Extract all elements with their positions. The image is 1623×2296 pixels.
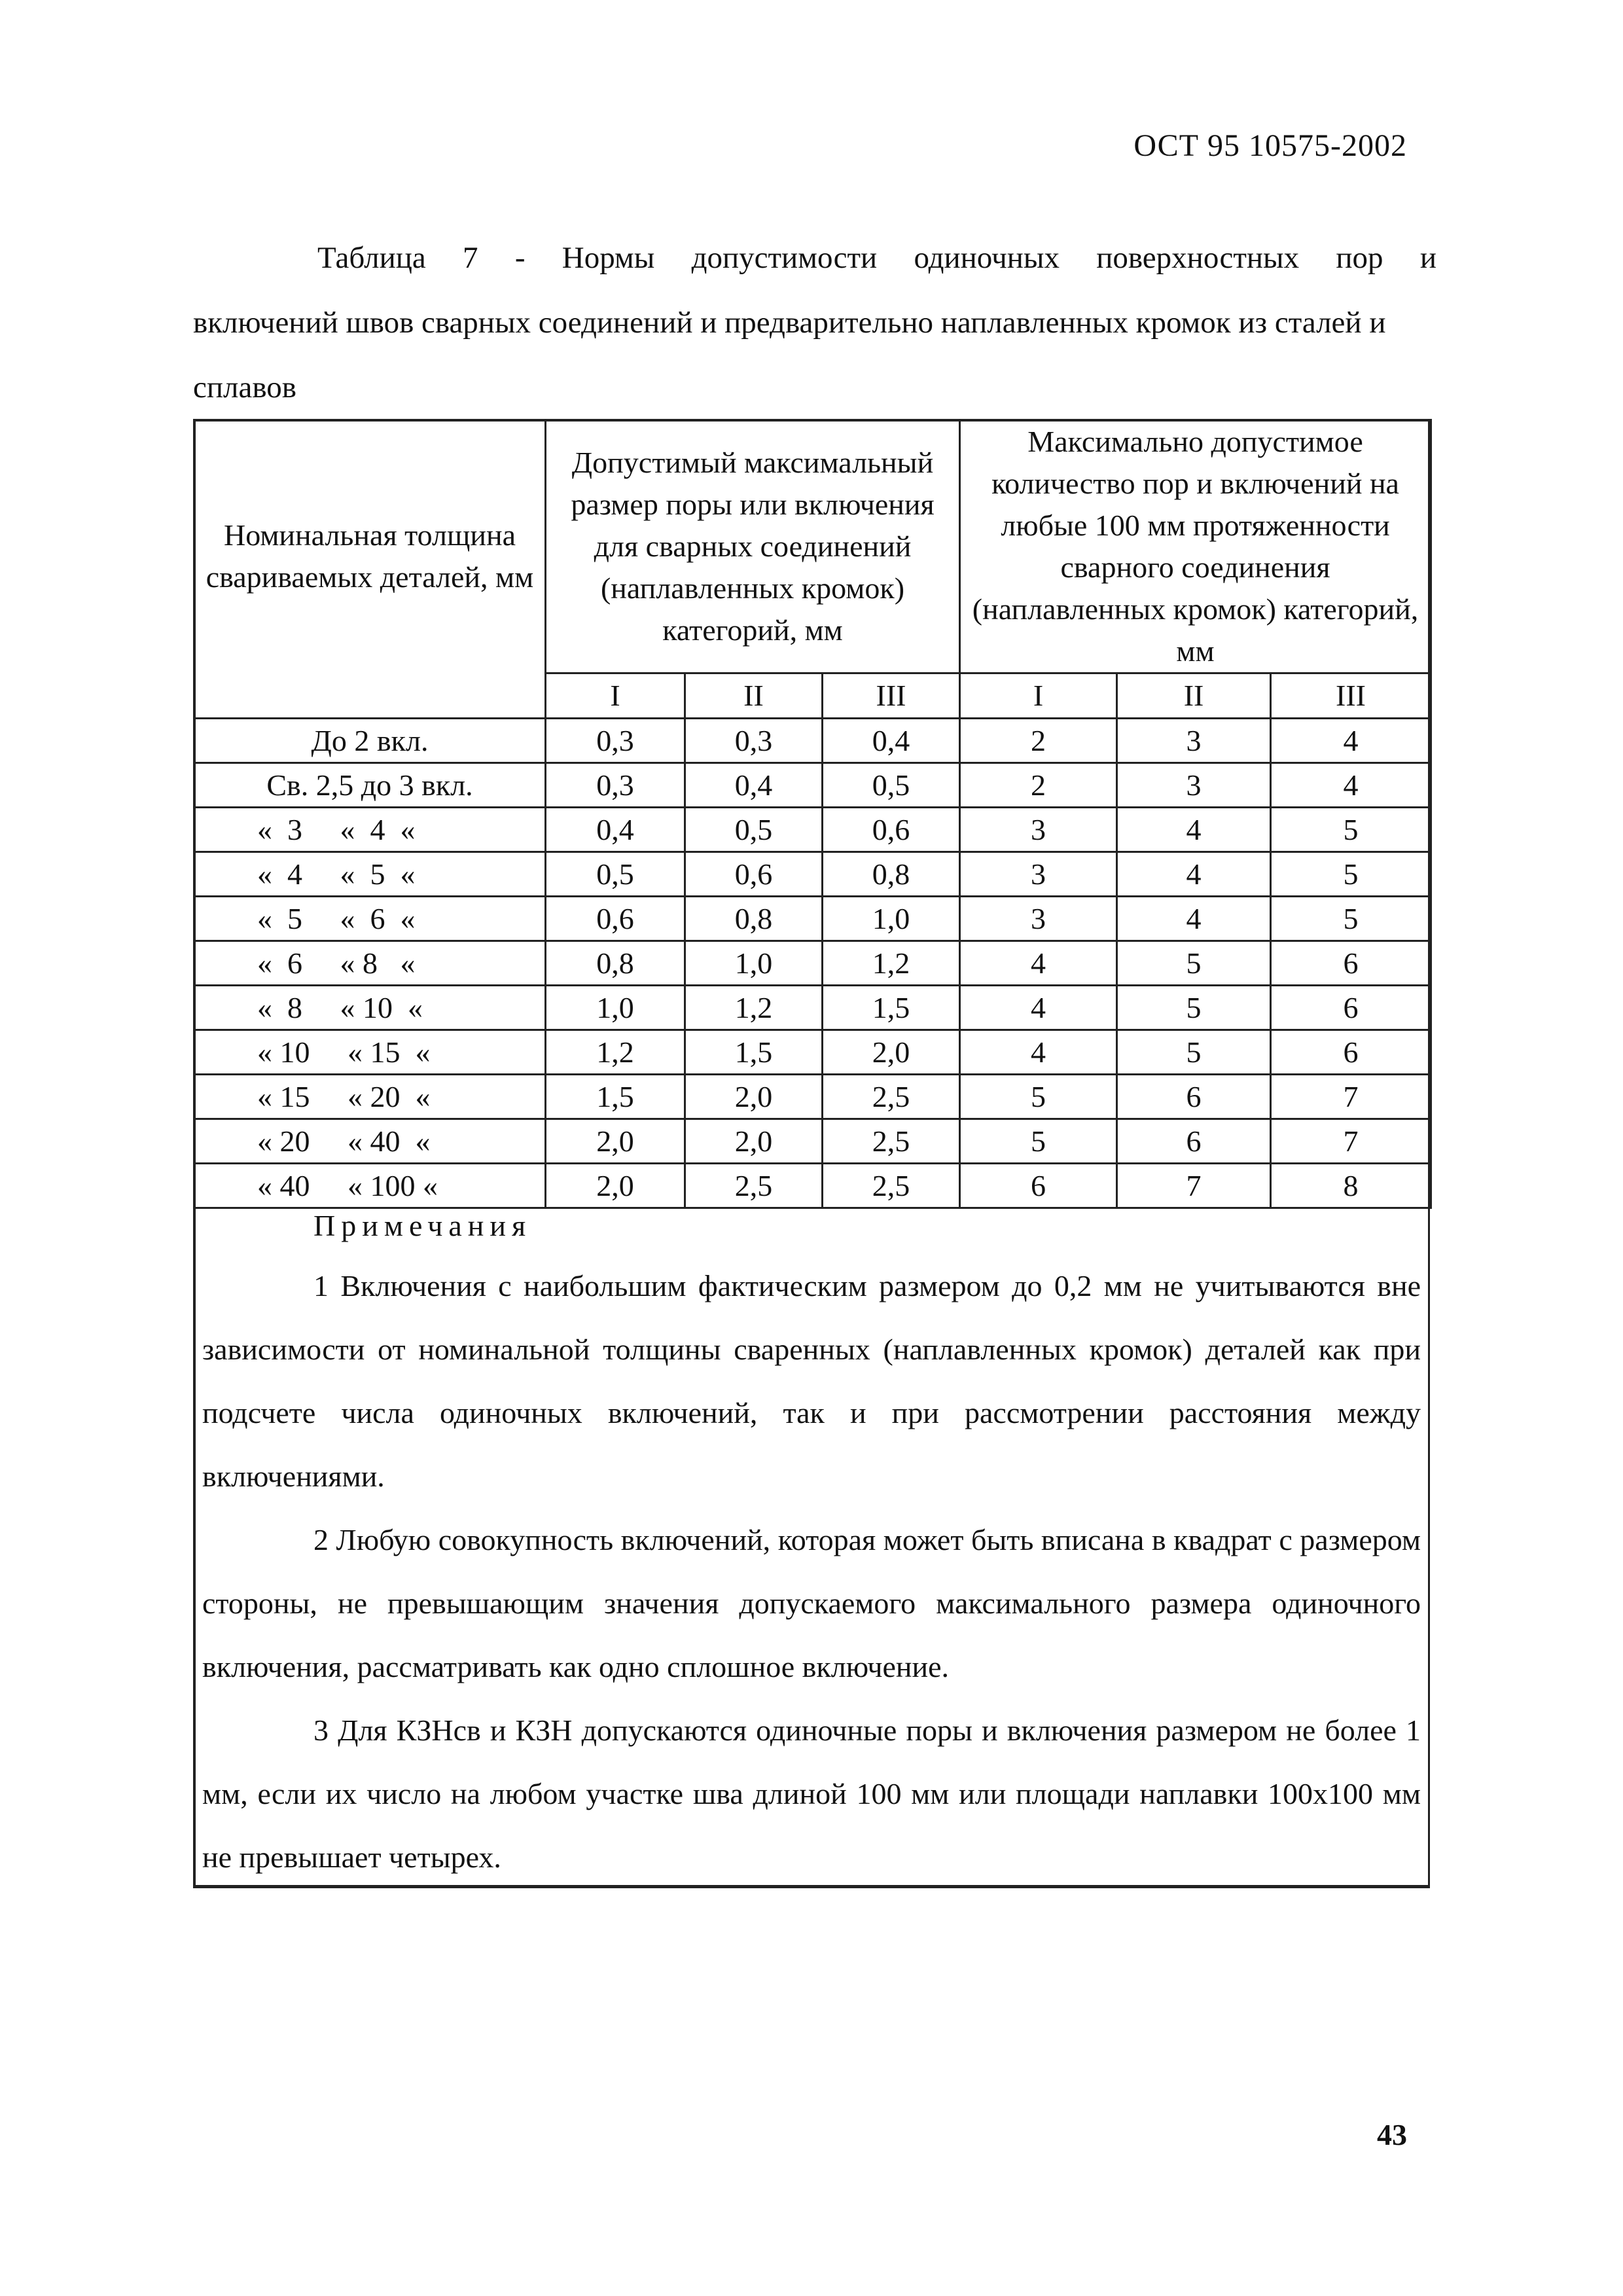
- size-cell: 0,6: [823, 808, 960, 852]
- category-header: I: [960, 673, 1117, 719]
- category-header: II: [685, 673, 823, 719]
- count-cell: 5: [1271, 897, 1431, 941]
- size-cell: 0,5: [546, 852, 685, 897]
- thickness-cell: [194, 852, 546, 897]
- count-cell: 4: [1117, 897, 1271, 941]
- table-caption-line1: Таблица 7 - Нормы допустимости одиночных поверхностных пор и: [317, 241, 1436, 275]
- count-cell: 6: [1117, 1075, 1271, 1119]
- size-cell: 2,0: [685, 1119, 823, 1164]
- size-cell: 2,5: [685, 1164, 823, 1208]
- size-cell: 2,0: [546, 1164, 685, 1208]
- thickness-cell: До 2 вкл.: [194, 719, 546, 763]
- count-cell: 6: [1117, 1119, 1271, 1164]
- count-cell: 3: [960, 852, 1117, 897]
- page-number: 43: [1377, 2118, 1407, 2151]
- size-cell: 0,8: [685, 897, 823, 941]
- thickness-range: « 3 « 4 «: [257, 812, 416, 846]
- count-cell: 3: [1117, 719, 1271, 763]
- thickness-range: « 4 « 5 «: [257, 857, 416, 891]
- size-cell: 1,5: [546, 1075, 685, 1119]
- size-cell: 1,2: [823, 941, 960, 986]
- thickness-range: « 15 « 20 «: [257, 1079, 431, 1113]
- thickness-cell: Св. 2,5 до 3 вкл.: [194, 763, 546, 808]
- count-cell: 6: [960, 1164, 1117, 1208]
- norms-table: [193, 419, 1432, 1209]
- table-row: [194, 763, 1431, 808]
- table-row: [194, 897, 1431, 941]
- size-cell: 1,0: [685, 941, 823, 986]
- count-cell: 4: [1117, 852, 1271, 897]
- thickness-range: « 40 « 100 «: [257, 1168, 438, 1202]
- header-thickness: Номинальная толщина свариваемых деталей, мм: [194, 420, 546, 719]
- thickness-cell: [194, 941, 546, 986]
- table-caption-line2: включений швов сварных соединений и предварительно наплавленных кромок из сталей и сплавов: [193, 306, 1386, 404]
- note-item: 1 Включения с наибольшим фактическим размером до 0,2 мм не учитываются вне зависимости от номинальной толщины сваренных (наплавленных кромок) деталей как при подсчете числа одиночных включений, так и при рассмотрении расстояния между включениями.: [202, 1269, 1421, 1493]
- size-cell: 1,2: [546, 1030, 685, 1075]
- table-row: [194, 1119, 1431, 1164]
- size-cell: 2,5: [823, 1164, 960, 1208]
- thickness-range: « 5 « 6 «: [257, 901, 416, 935]
- header-max-count: Максимально допустимое количество пор и включений на любые 100 мм протяженности сварного соединения (наплавленных кромок) категорий, мм: [960, 420, 1431, 673]
- size-cell: 2,5: [823, 1075, 960, 1119]
- thickness-cell: [194, 1030, 546, 1075]
- size-cell: 1,0: [823, 897, 960, 941]
- table-row: [194, 719, 1431, 763]
- count-cell: 4: [1117, 808, 1271, 852]
- thickness-range: « 20 « 40 «: [257, 1124, 431, 1158]
- count-cell: 5: [1271, 808, 1431, 852]
- count-cell: 4: [960, 1030, 1117, 1075]
- count-cell: 7: [1117, 1164, 1271, 1208]
- thickness-range: « 8 « 10 «: [257, 990, 423, 1024]
- table-row: [194, 1030, 1431, 1075]
- table-row: [194, 1075, 1431, 1119]
- size-cell: 1,5: [685, 1030, 823, 1075]
- size-cell: 1,2: [685, 986, 823, 1030]
- count-cell: 6: [1271, 986, 1431, 1030]
- thickness-cell: [194, 986, 546, 1030]
- size-cell: 0,5: [823, 763, 960, 808]
- count-cell: 5: [1117, 941, 1271, 986]
- count-cell: 3: [960, 897, 1117, 941]
- count-cell: 5: [1117, 986, 1271, 1030]
- category-header: III: [823, 673, 960, 719]
- count-cell: 5: [1117, 1030, 1271, 1075]
- size-cell: 2,0: [546, 1119, 685, 1164]
- size-cell: 0,5: [685, 808, 823, 852]
- count-cell: 4: [1271, 763, 1431, 808]
- notes-section: [193, 1198, 1430, 1889]
- header-max-size: Допустимый максимальный размер поры или включения для сварных соединений (наплавленных кромок) категорий, мм: [546, 420, 960, 673]
- thickness-range: « 6 « 8 «: [257, 946, 416, 980]
- size-cell: 0,8: [546, 941, 685, 986]
- table-row: [194, 808, 1431, 852]
- size-cell: 0,3: [685, 719, 823, 763]
- size-cell: 0,6: [685, 852, 823, 897]
- thickness-range: « 10 « 15 «: [257, 1035, 431, 1069]
- count-cell: 2: [960, 719, 1117, 763]
- size-cell: 0,3: [546, 763, 685, 808]
- note-item: 3 Для КЗНсв и КЗН допускаются одиночные поры и включения размером не более 1 мм, если их число на любом участке шва длиной 100 мм или площади наплавки 100x100 мм не превышает четырех.: [202, 1713, 1421, 1874]
- size-cell: 2,0: [685, 1075, 823, 1119]
- count-cell: 5: [960, 1075, 1117, 1119]
- notes-title: Примечания: [313, 1209, 532, 1242]
- category-header: I: [546, 673, 685, 719]
- count-cell: 6: [1271, 941, 1431, 986]
- size-cell: 0,4: [823, 719, 960, 763]
- size-cell: 0,3: [546, 719, 685, 763]
- size-cell: 0,4: [546, 808, 685, 852]
- thickness-cell: [194, 897, 546, 941]
- count-cell: 7: [1271, 1119, 1431, 1164]
- size-cell: 2,0: [823, 1030, 960, 1075]
- count-cell: 2: [960, 763, 1117, 808]
- table-row: [194, 941, 1431, 986]
- size-cell: 0,6: [546, 897, 685, 941]
- thickness-cell: [194, 808, 546, 852]
- category-header: II: [1117, 673, 1271, 719]
- note-item: 2 Любую совокупность включений, которая может быть вписана в квадрат с размером стороны, не превышающим значения допускаемого максимального размера одиночного включения, рассматривать как одно сплошное включение.: [202, 1523, 1421, 1683]
- category-header: III: [1271, 673, 1431, 719]
- count-cell: 8: [1271, 1164, 1431, 1208]
- count-cell: 3: [1117, 763, 1271, 808]
- thickness-cell: [194, 1119, 546, 1164]
- count-cell: 4: [960, 941, 1117, 986]
- size-cell: 0,8: [823, 852, 960, 897]
- size-cell: 1,5: [823, 986, 960, 1030]
- table-row: [194, 852, 1431, 897]
- count-cell: 3: [960, 808, 1117, 852]
- document-code: ОСТ 95 10575-2002: [1133, 128, 1407, 163]
- count-cell: 4: [960, 986, 1117, 1030]
- count-cell: 4: [1271, 719, 1431, 763]
- count-cell: 6: [1271, 1030, 1431, 1075]
- table-row: [194, 986, 1431, 1030]
- count-cell: 5: [960, 1119, 1117, 1164]
- thickness-cell: [194, 1075, 546, 1119]
- size-cell: 2,5: [823, 1119, 960, 1164]
- size-cell: 1,0: [546, 986, 685, 1030]
- count-cell: 7: [1271, 1075, 1431, 1119]
- table-caption: [193, 226, 1436, 420]
- count-cell: 5: [1271, 852, 1431, 897]
- size-cell: 0,4: [685, 763, 823, 808]
